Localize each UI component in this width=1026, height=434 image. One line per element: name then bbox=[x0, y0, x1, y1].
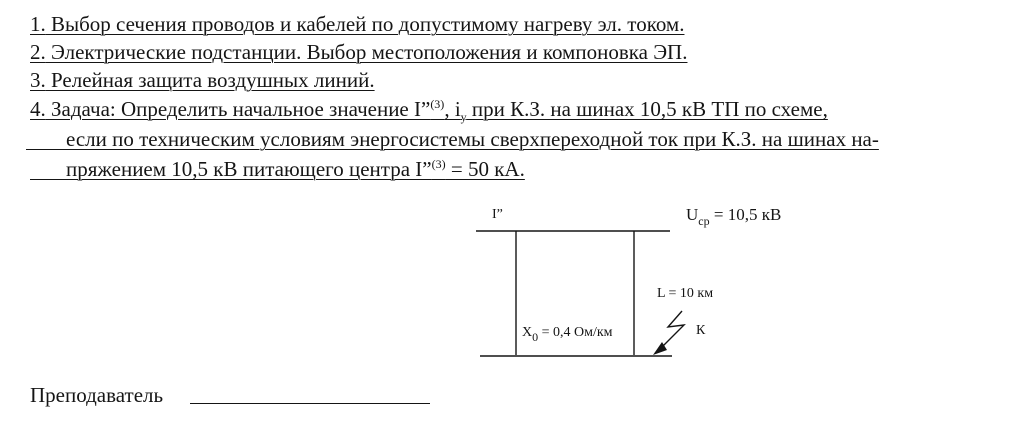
source-current-label: I” bbox=[492, 207, 503, 222]
question-4-subscript: y bbox=[460, 110, 467, 124]
question-4-line-3 bbox=[66, 156, 525, 182]
question-4-line-3-b: = 50 кА. bbox=[445, 157, 525, 181]
fault-point-label: К bbox=[696, 323, 706, 338]
question-4-line-1 bbox=[30, 96, 828, 122]
teacher-signature-line bbox=[190, 403, 430, 404]
question-3 bbox=[30, 67, 375, 93]
question-4-line-1-a: Задача: Определить начальное значение I” bbox=[51, 97, 431, 121]
question-2 bbox=[30, 39, 687, 65]
question-1 bbox=[30, 11, 684, 37]
question-4-line-1-b: , i bbox=[444, 97, 461, 121]
reactance-label bbox=[522, 325, 613, 344]
question-4-line-2 bbox=[66, 126, 879, 152]
question-4-line-3-lead-underline bbox=[30, 179, 66, 180]
question-4-superscript-2: (3) bbox=[431, 157, 446, 171]
question-2-text: Электрические подстанции. Выбор местоположения и компоновка ЭП. bbox=[51, 40, 688, 64]
fault-arrow-icon bbox=[660, 311, 684, 349]
reactance-symbol: X bbox=[522, 325, 533, 340]
question-4-number: 4. bbox=[30, 97, 46, 121]
question-4-line-3-a: пряжением 10,5 кВ питающего центра I” bbox=[66, 157, 432, 181]
voltage-subscript: ср bbox=[698, 214, 710, 228]
question-3-number: 3. bbox=[30, 68, 46, 92]
voltage-symbol: U bbox=[686, 205, 699, 224]
reactance-value: = 0,4 Ом/км bbox=[538, 325, 613, 340]
voltage-label bbox=[686, 205, 782, 228]
question-1-number: 1. bbox=[30, 12, 46, 36]
reactance-subscript: 0 bbox=[532, 330, 539, 344]
question-4-line-2-lead-underline bbox=[26, 149, 66, 150]
question-4-line-1-c: при К.З. на шинах 10,5 кВ ТП по схеме, bbox=[466, 97, 828, 121]
teacher-label: Преподаватель bbox=[30, 383, 164, 407]
question-1-text: Выбор сечения проводов и кабелей по допустимому нагреву эл. током. bbox=[51, 12, 685, 36]
question-2-number: 2. bbox=[30, 40, 46, 64]
question-3-text: Релейная защита воздушных линий. bbox=[51, 68, 375, 92]
question-4-superscript-1: (3) bbox=[430, 97, 445, 111]
circuit-diagram bbox=[470, 195, 810, 370]
voltage-value: = 10,5 кВ bbox=[709, 205, 782, 224]
question-4-line-2-text: если по техническим условиям энергосистемы сверхпереходной ток при К.З. на шинах на- bbox=[66, 127, 879, 151]
line-length-label: L = 10 км bbox=[657, 286, 714, 301]
